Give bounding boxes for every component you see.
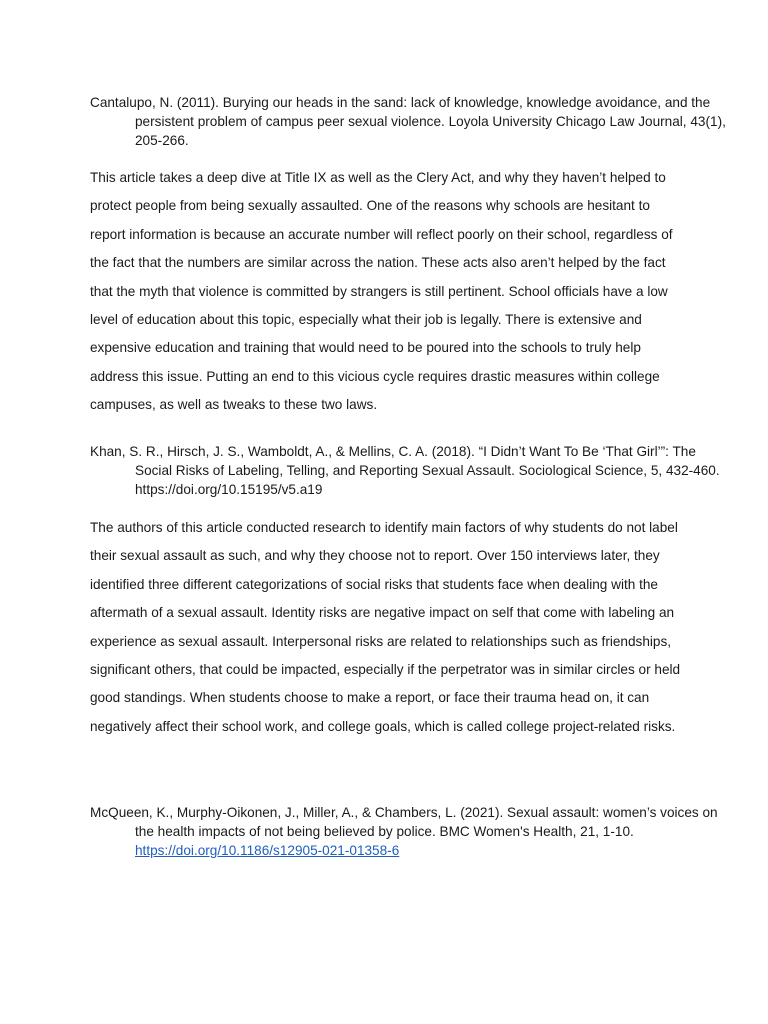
citation-khan-2018: Khan, S. R., Hirsch, J. S., Wamboldt, A., & Mellins, C. A. (2018). “I Didn’t Want To Be ‘That Girl’”: The Social Risks of Labeling, Telling, and Reporting Sexual Assault. Sociological Science, 5, 432-460. https://doi.org/10.15195/v5.a19 [90, 444, 720, 497]
citation-cantalupo-2011: Cantalupo, N. (2011). Burying our heads in the sand: lack of knowledge, knowledge avoidance, and the persistent problem of campus peer sexual violence. Loyola University Chicago Law Journal, 43(1), 205-266. [90, 95, 726, 148]
citation-text: McQueen, K., Murphy-Oikonen, J., Miller, A., & Chambers, L. (2021). Sexual assault: women’s voices on the health impacts of not being believed by police. BMC Women's Health, 21, 1-10. [90, 805, 718, 839]
doi-link[interactable]: https://doi.org/10.1186/s12905-021-01358-6 [135, 843, 400, 858]
citation-mcqueen-2021 [90, 803, 727, 860]
annotation-khan-2018: The authors of this article conducted research to identify main factors of why students do not label their sexual assault as such, and why they choose not to report. Over 150 interviews later, they identified three different categorizations of social risks that students face when dealing with the aftermath of a sexual assault. Identity risks are negative impact on self that come with labeling an experience as sexual assault. Interpersonal risks are related to relationships such as friendships, significant others, that could be impacted, especially if the perpetrator was in similar circles or held good standings. When students choose to make a report, or face their trauma head on, it can negatively affect their school work, and college goals, which is called college project-related risks. [90, 520, 681, 734]
annotation-cantalupo-2011: This article takes a deep dive at Title IX as well as the Clery Act, and why they haven’t helped to protect people from being sexually assaulted. One of the reasons why schools are hesitant to report information is because an accurate number will reflect poorly on their school, regardless of the fact that the numbers are similar across the nation. These acts also aren’t helped by the fact that the myth that violence is committed by strangers is still pertinent. School officials have a low level of education about this topic, especially what their job is legally. There is extensive and expensive education and training that would need to be poured into the schools to truly help address this issue. Putting an end to this vicious cycle requires drastic measures within college campuses, as well as tweaks to these two laws. [90, 170, 673, 413]
